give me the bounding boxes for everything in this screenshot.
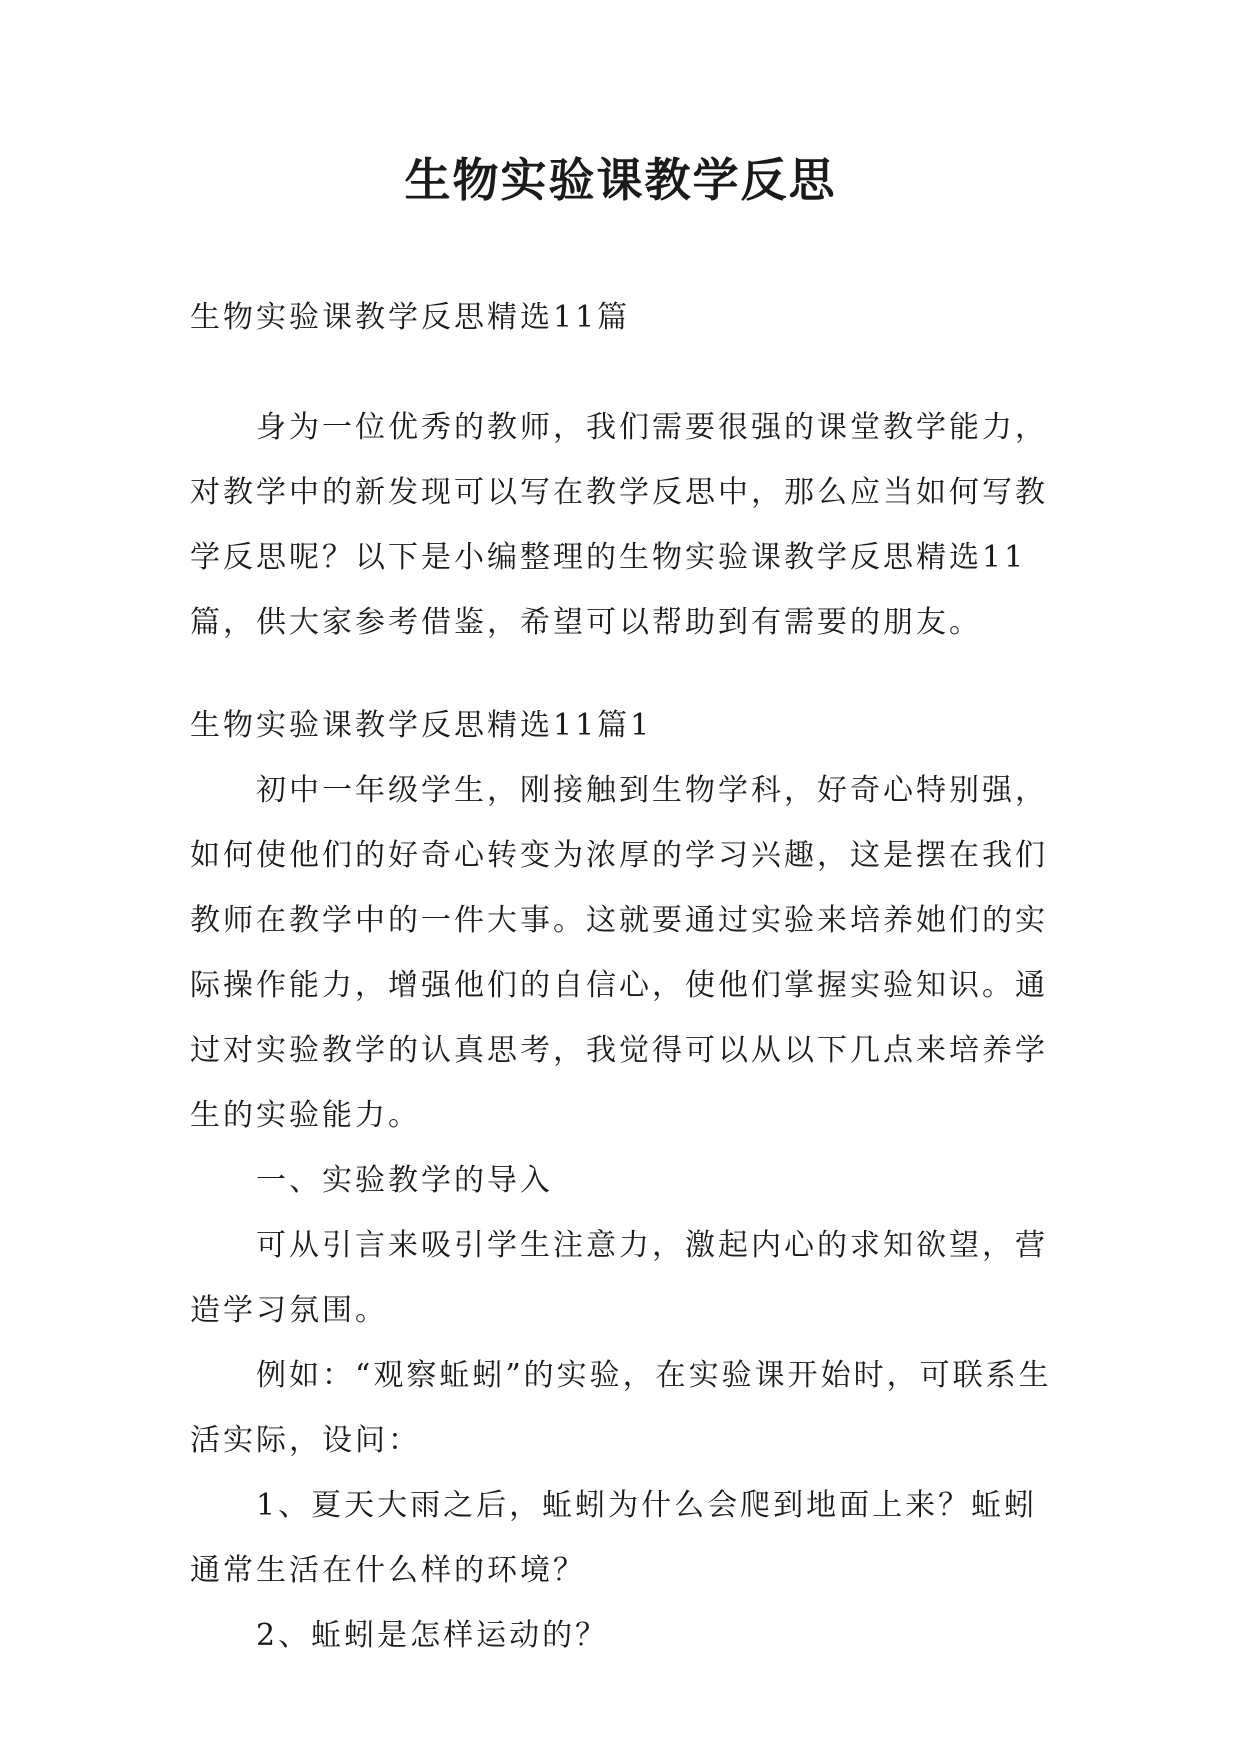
document-title: 生物实验课教学反思 bbox=[404, 153, 837, 207]
section-body bbox=[190, 758, 1070, 1668]
document-subtitle: 生物实验课教学反思精选11篇 bbox=[190, 300, 631, 335]
section-heading: 生物实验课教学反思精选11篇1 bbox=[190, 708, 653, 743]
intro-paragraph: 身为一位优秀的教师，我们需要很强的课堂教学能力，对教学中的新发现可以写在教学反思中，那么应当如何写教学反思呢？以下是小编整理的生物实验课教学反思精选11篇，供大家参考借鉴，希望可以帮助到有需要的朋友。 bbox=[190, 410, 1048, 640]
paragraph: 可从引言来吸引学生注意力，激起内心的求知欲望，营造学习氛围。 bbox=[190, 1228, 1048, 1328]
list-item: 2、蚯蚓是怎样运动的？ bbox=[256, 1618, 609, 1653]
paragraph: 初中一年级学生，刚接触到生物学科，好奇心特别强，如何使他们的好奇心转变为浓厚的学习兴趣，这是摆在我们教师在教学中的一件大事。这就要通过实验来培养她们的实际操作能力，增强他们的自信心，使他们掌握实验知识。通过对实验教学的认真思考，我觉得可以从以下几点来培养学生的实验能力。 bbox=[190, 773, 1048, 1133]
subheading: 一、实验教学的导入 bbox=[256, 1163, 553, 1198]
list-item: 1、夏天大雨之后，蚯蚓为什么会爬到地面上来？蚯蚓通常生活在什么样的环境？ bbox=[190, 1488, 1038, 1588]
paragraph: 例如：“观察蚯蚓”的实验，在实验课开始时，可联系生活实际，设问： bbox=[190, 1358, 1052, 1458]
